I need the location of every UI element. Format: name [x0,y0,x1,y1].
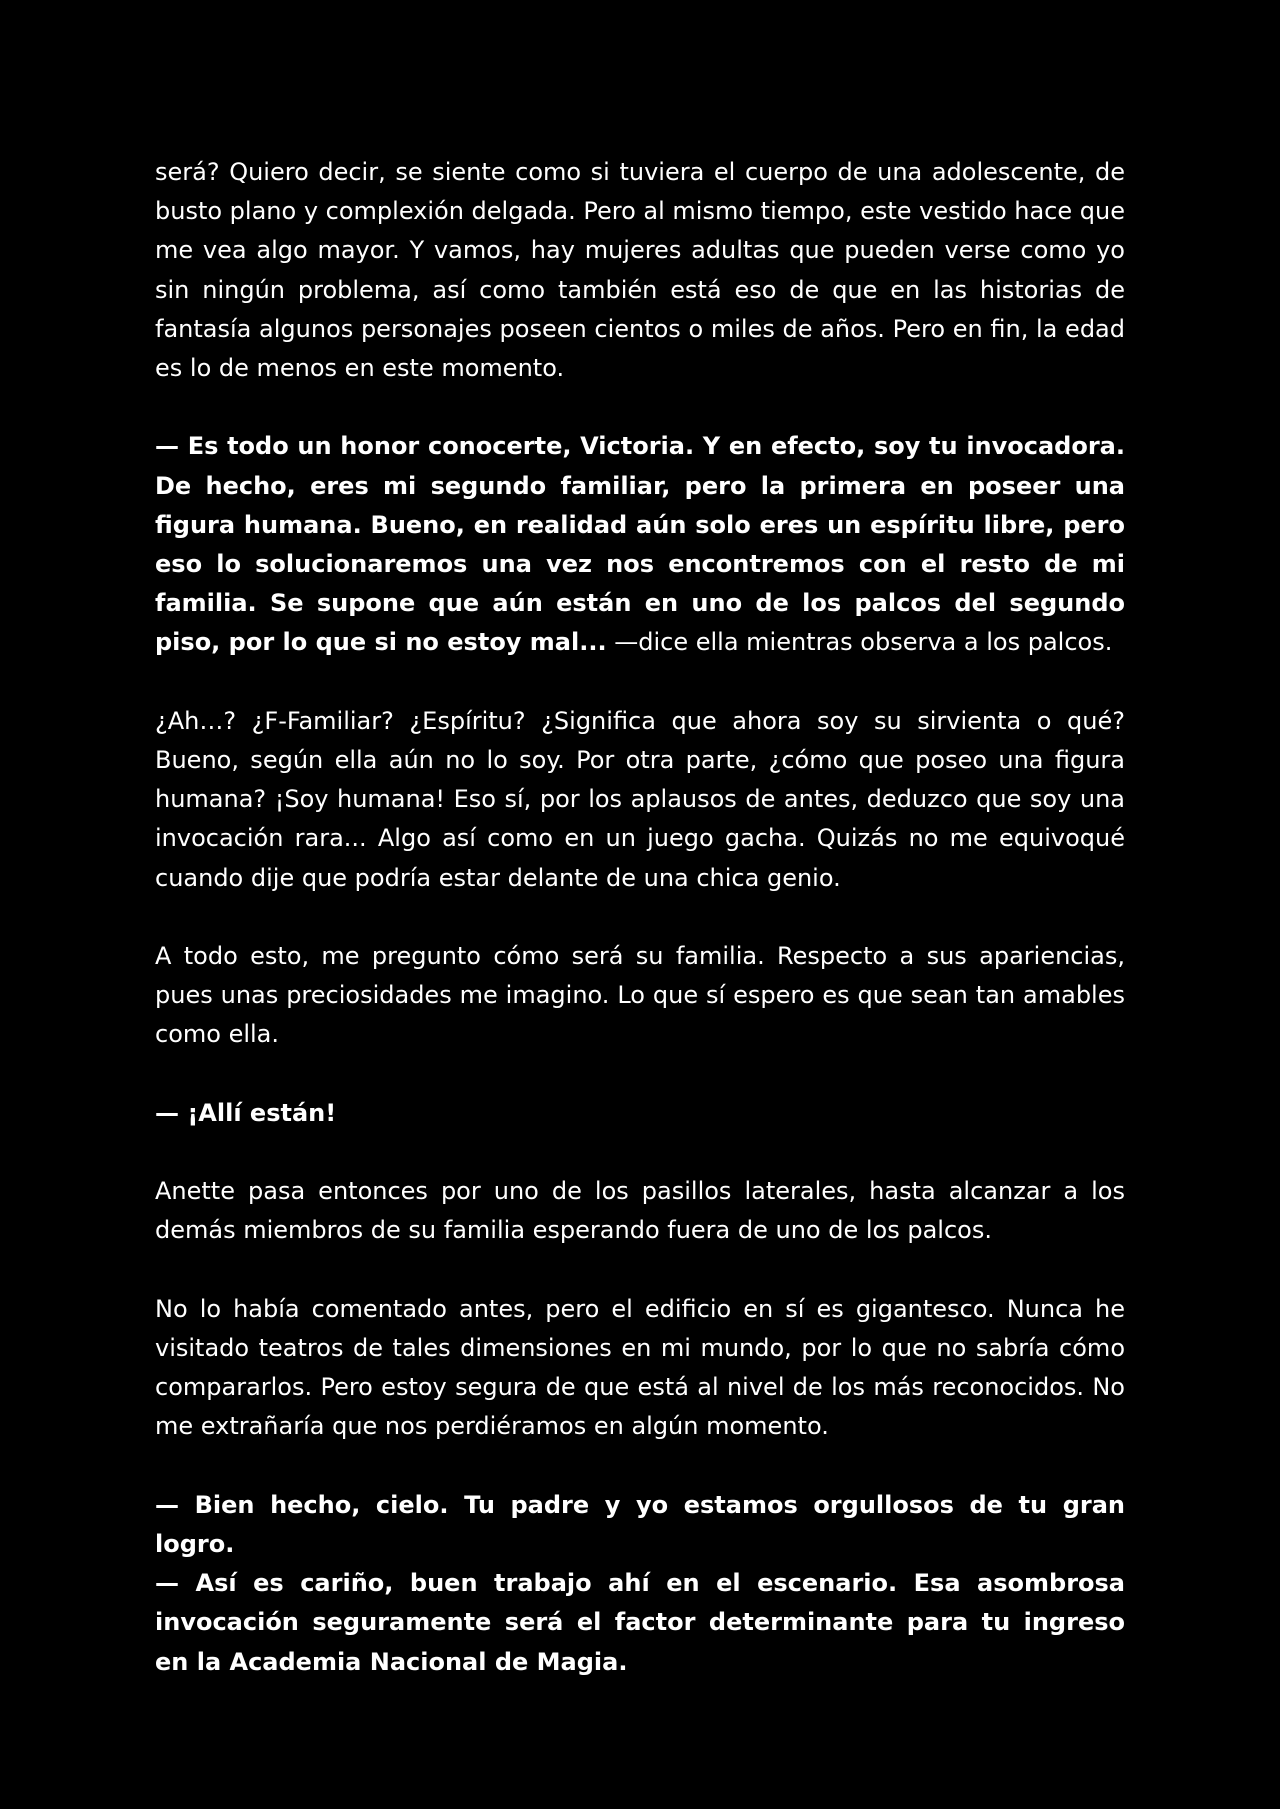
paragraph-dialogue-mother: — Bien hecho, cielo. Tu padre y yo estamos orgullosos de tu gran logro. [155,1490,1125,1558]
paragraph-dialogue-anette-1 [155,427,1125,662]
dialogue-tag: —dice ella mientras observa a los palcos. [606,628,1113,657]
paragraph-narration-1: será? Quiero decir, se siente como si tuviera el cuerpo de una adolescente, de busto plano y complexión delgada. Pero al mismo tiempo, este vestido hace que me vea algo mayor. Y vamos, hay mujeres adultas que pueden verse como yo sin ningún problema, así como también está eso de que en las historias de fantasía algunos personajes poseen cientos o miles de años. Pero en fin, la edad es lo de menos en este momento. [155,158,1125,383]
dialogue-text: — Es todo un honor conocerte, Victoria. Y en efecto, soy tu invocadora. De hecho, eres mi segundo familiar, pero la primera en poseer una figura humana. Bueno, en realidad aún solo eres un espíritu libre, pero eso lo solucionaremos una vez nos encontremos con el resto de mi familia. Se supone que aún están en uno de los palcos del segundo piso, por lo que si no estoy mal... [155,432,1125,657]
paragraph-dialogue-anette-2: — ¡Allí están! [155,1098,337,1127]
paragraph-narration-4: Anette pasa entonces por uno de los pasillos laterales, hasta alcanzar a los demás miembros de su familia esperando fuera de uno de los palcos. [155,1177,1125,1245]
paragraph-narration-2: ¿Ah…? ¿F-Familiar? ¿Espíritu? ¿Significa que ahora soy su sirvienta o qué? Bueno, según ella aún no lo soy. Por otra parte, ¿cómo que poseo una figura humana? ¡Soy humana! Eso sí, por los aplausos de antes, deduzco que soy una invocación rara... Algo así como en un juego gacha. Quizás no me equivoqué cuando dije que podría estar delante de una chica genio. [155,706,1125,892]
paragraph-narration-5: No lo había comentado antes, pero el edificio en sí es gigantesco. Nunca he visitado teatros de tales dimensiones en mi mundo, por lo que no sabría cómo compararlos. Pero estoy segura de que está al nivel de los más reconocidos. No me extrañaría que nos perdiéramos en algún momento. [155,1294,1125,1441]
paragraph-dialogue-father: — Así es cariño, buen trabajo ahí en el escenario. Esa asombrosa invocación seguramente será el factor determinante para tu ingreso en la Academia Nacional de Magia. [155,1569,1125,1676]
paragraph-narration-3: A todo esto, me pregunto cómo será su familia. Respecto a sus apariencias, pues unas preciosidades me imagino. Lo que sí espero es que sean tan amables como ella. [155,942,1125,1049]
document-page [155,153,1125,1721]
